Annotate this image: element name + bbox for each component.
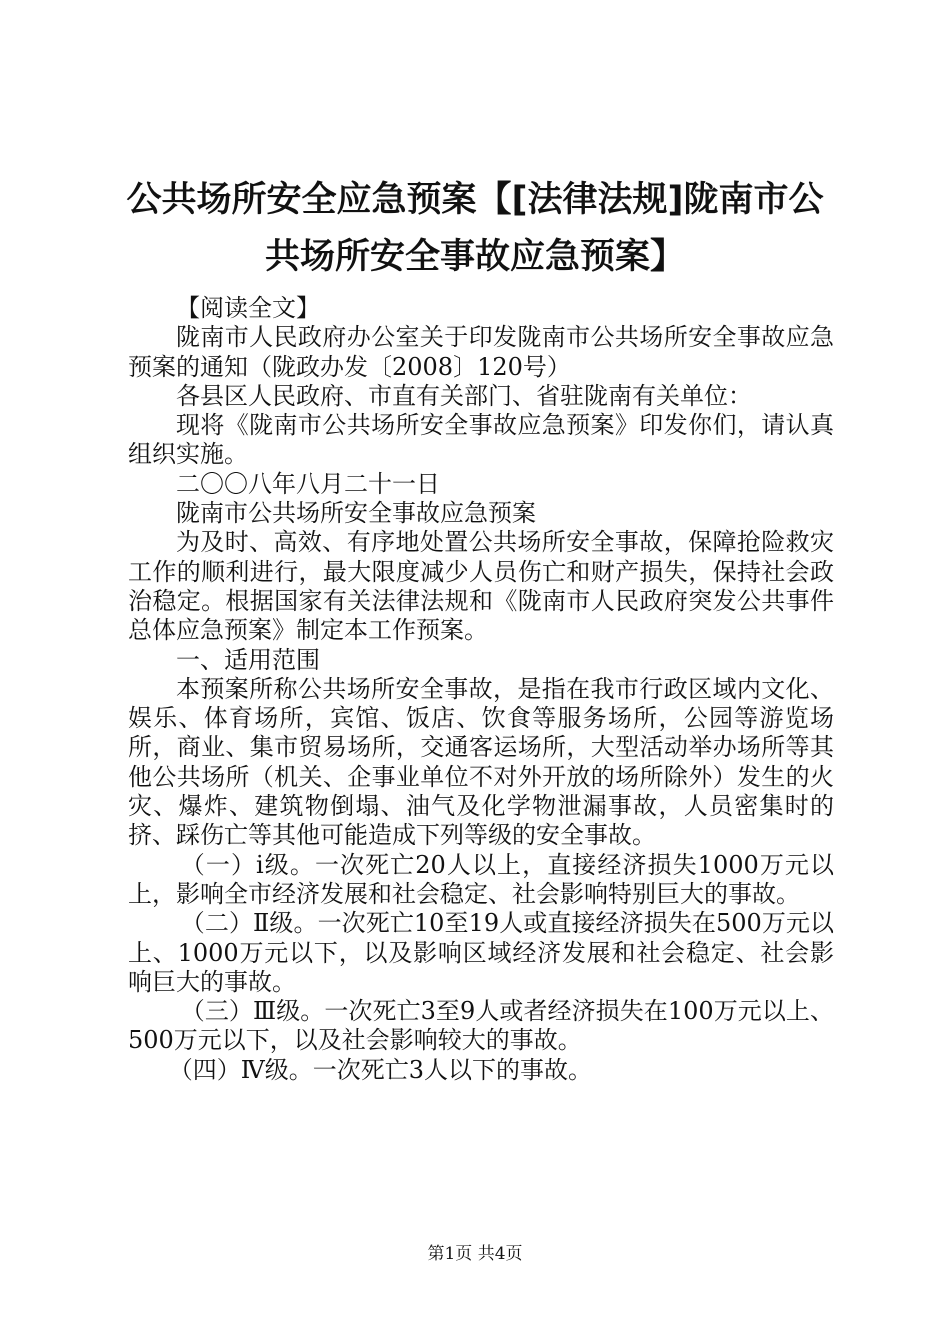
scope-definition: 本预案所称公共场所安全事故，是指在我市行政区域内文化、娱乐、体育场所，宾馆、饭店、饮食等服务场所，公园等游览场所，商业、集市贸易场所，交通客运场所，大型活动举办场所等其他公共场所（机关、企事业单位不对外开放的场所除外）发生的火灾、爆炸、建筑物倒塌、油气及化学物泄漏事故，人员密集时的挤、踩伤亡等其他可能造成下列等级的安全事故。 — [128, 674, 834, 850]
document-body — [128, 294, 834, 1085]
plan-purpose: 为及时、高效、有序地处置公共场所安全事故，保障抢险救灾工作的顺利进行，最大限度减少人员伤亡和财产损失，保持社会政治稳定。根据国家有关法律法规和《陇南市人民政府突发公共事件总体应急预案》制定本工作预案。 — [128, 528, 834, 645]
level-1: （一）ⅰ级。一次死亡20人以上，直接经济损失1000万元以上，影响全市经济发展和社会稳定、社会影响特别巨大的事故。 — [128, 850, 834, 908]
instruction: 现将《陇南市公共场所安全事故应急预案》印发你们，请认真组织实施。 — [128, 411, 834, 469]
plan-title: 陇南市公共场所安全事故应急预案 — [176, 499, 536, 528]
issue-date: 二〇〇八年八月二十一日 — [176, 469, 440, 498]
notice-heading: 陇南市人民政府办公室关于印发陇南市公共场所安全事故应急预案的通知（陇政办发〔2008〕120号） — [128, 323, 834, 381]
recipients: 各县区人民政府、市直有关部门、省驻陇南有关单位： — [176, 381, 752, 410]
section-heading-scope: 一、适用范围 — [176, 645, 320, 674]
document-title: 公共场所安全应急预案【[法律法规]陇南市公共场所安全事故应急预案】 — [126, 180, 824, 277]
page-number: 第1页 共4页 — [427, 1244, 523, 1264]
level-2: （二）Ⅱ级。一次死亡10至19人或直接经济损失在500万元以上、1000万元以下，以及影响区域经济发展和社会稳定、社会影响巨大的事故。 — [128, 909, 834, 996]
read-full-text: 【阅读全文】 — [176, 294, 320, 322]
level-4: （四）Ⅳ级。一次死亡3人以下的事故。 — [168, 1055, 593, 1084]
level-3: （三）Ⅲ级。一次死亡3至9人或者经济损失在100万元以上、500万元以下，以及社会影响较大的事故。 — [128, 997, 834, 1055]
